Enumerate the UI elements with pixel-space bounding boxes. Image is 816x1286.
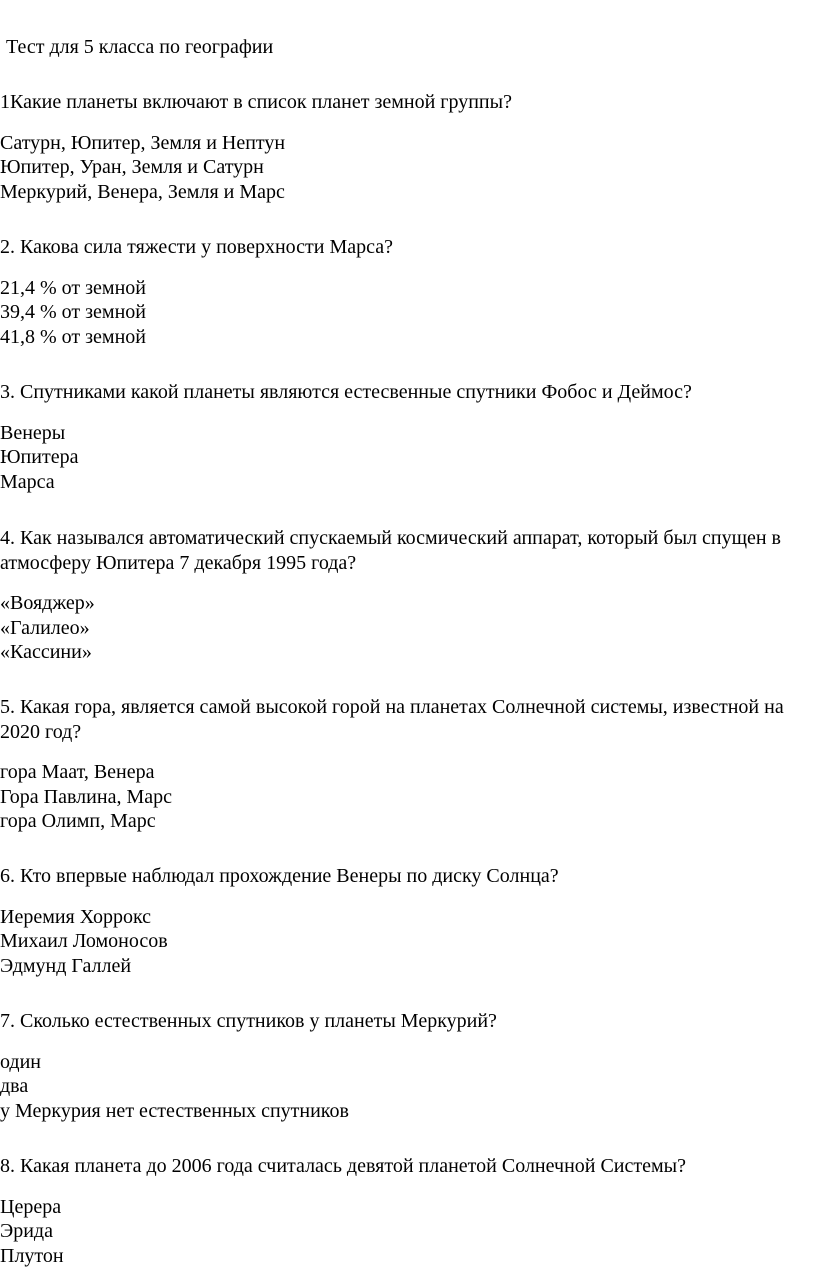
answer-option: Плутон xyxy=(0,1244,64,1267)
answer-option: «Галилео» xyxy=(0,616,90,639)
question-8 xyxy=(0,1154,810,1268)
answer-options xyxy=(0,131,810,205)
answer-option: Венеры xyxy=(0,421,66,444)
answer-option: гора Олимп, Марс xyxy=(0,810,156,832)
question-text: 5. Какая гора, является самой высокой горой на планетах Солнечной системы, известной на 2020 год? xyxy=(0,696,784,743)
answer-option: Гора Павлина, Марс xyxy=(0,785,172,808)
answer-option: Иеремия Хоррокс xyxy=(0,905,152,928)
question-text: 7. Сколько естественных спутников у планеты Меркурий? xyxy=(0,1010,497,1032)
answer-option: Юпитера xyxy=(0,446,79,468)
answer-options xyxy=(0,760,810,834)
answer-options xyxy=(0,1050,810,1124)
answer-option: Михаил Ломоносов xyxy=(0,930,168,952)
question-text: 2. Какова сила тяжести у поверхности Марса? xyxy=(0,236,394,258)
answer-option: 21,4 % от земной xyxy=(0,276,146,299)
answer-option: Марса xyxy=(0,470,55,493)
answer-option: Сатурн, Юпитер, Земля и Нептун xyxy=(0,131,286,154)
answer-option: два xyxy=(0,1075,29,1097)
question-5 xyxy=(0,695,810,834)
answer-option: у Меркурия нет естественных спутников xyxy=(0,1099,349,1122)
question-text: 6. Кто впервые наблюдал прохождение Венеры по диску Солнца? xyxy=(0,865,559,887)
document-title: Тест для 5 класса по географии xyxy=(6,36,274,58)
answer-option: «Вояджер» xyxy=(0,592,95,614)
answer-option: Меркурий, Венера, Земля и Марс xyxy=(0,180,285,203)
answer-option: «Кассини» xyxy=(0,641,92,663)
question-3 xyxy=(0,380,810,494)
question-7 xyxy=(0,1009,810,1123)
question-1 xyxy=(0,90,810,204)
answer-option: Юпитер, Уран, Земля и Сатурн xyxy=(0,156,264,178)
question-text: 8. Какая планета до 2006 года считалась девятой планетой Солнечной Системы? xyxy=(0,1155,686,1177)
answer-option: гора Маат, Венера xyxy=(0,761,155,783)
answer-options xyxy=(0,1195,810,1269)
question-2 xyxy=(0,235,810,349)
answer-options xyxy=(0,905,810,979)
answer-option: один xyxy=(0,1050,42,1073)
question-text: 3. Спутниками какой планеты являются естесвенные спутники Фобос и Деймос? xyxy=(0,381,692,403)
answer-option: Эрида xyxy=(0,1220,53,1242)
question-6 xyxy=(0,864,810,978)
answer-options xyxy=(0,591,810,665)
answer-option: Эдмунд Галлей xyxy=(0,954,132,977)
question-text: 4. Как назывался автоматический спускаемый космический аппарат, который был спущен в атмосферу Юпитера 7 декабря 1995 года? xyxy=(0,527,781,574)
answer-option: 39,4 % от земной xyxy=(0,301,146,323)
question-text: 1Какие планеты включают в список планет земной группы? xyxy=(0,91,512,113)
answer-option: 41,8 % от земной xyxy=(0,325,146,348)
answer-option: Церера xyxy=(0,1195,62,1218)
question-4 xyxy=(0,526,810,665)
answer-options xyxy=(0,421,810,495)
answer-options xyxy=(0,276,810,350)
